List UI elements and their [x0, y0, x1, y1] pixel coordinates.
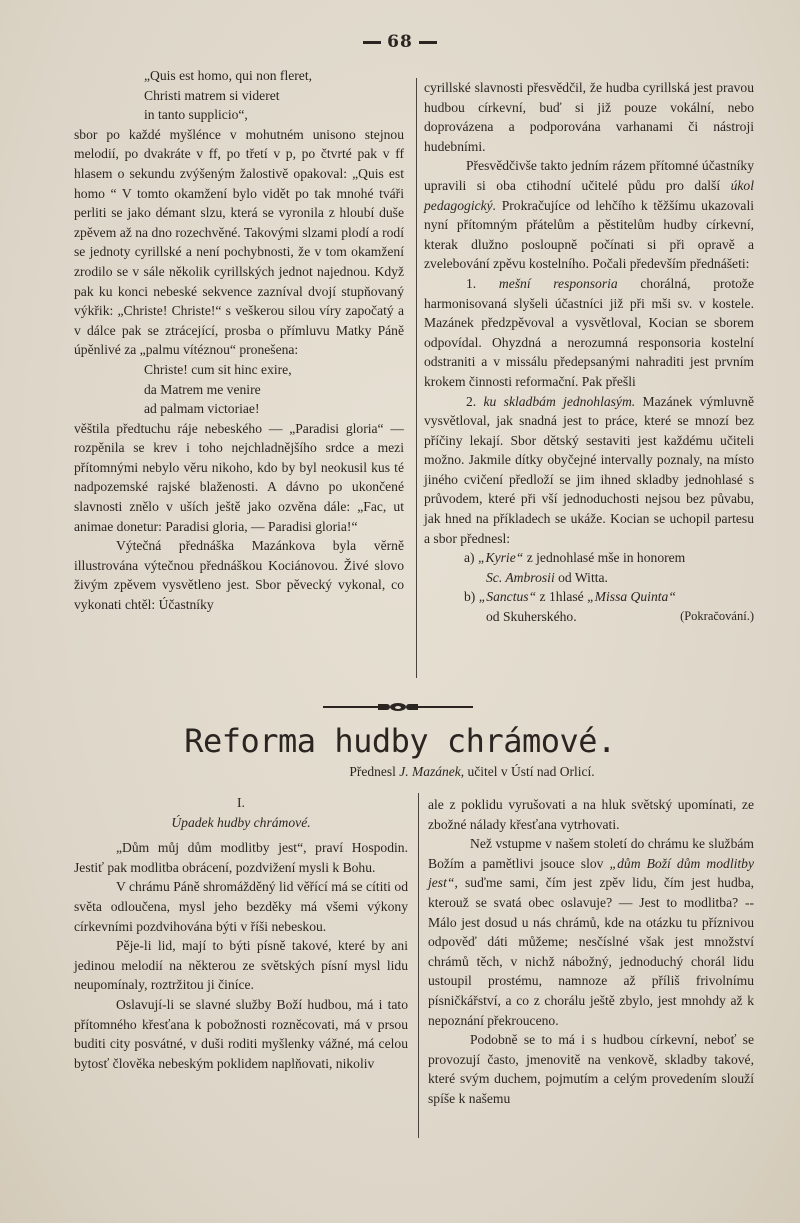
column-rule-bottom	[418, 793, 419, 1138]
separator-ornament	[390, 703, 406, 711]
verse-christe	[74, 360, 404, 419]
separator-wedge	[378, 704, 390, 710]
paragraph: věštila předtuchu ráje nebeského — „Paradisi gloria“ — rozpěnila se krev i toho nejchladnějšího srdce a mezi přítomnými nebylo věru nikoho, kdo by byl neokusil kus té nadpozemské rajské blaženosti. A dávno po ukončené slavnosti znělo v uších ještě jako ozvěna dále: „Fac, ut animae donetur: Paradisi gloria, — Paradisi gloria!“	[74, 420, 404, 534]
item-number: 2.	[466, 393, 477, 409]
article-title: Reforma hudby chrámové.	[184, 722, 616, 760]
verse-line: da Matrem me venire	[144, 381, 261, 397]
paragraph: „Dům můj dům modlitby jest“, praví Hospodin. Jestiť pak modlitba obrácení, pozdvižení mysli k Bohu.	[74, 840, 408, 875]
byline-prefix: Přednesl	[349, 764, 400, 779]
separator-line	[413, 706, 473, 708]
paragraph: cyrillské slavnosti přesvědčil, že hudba cyrillská jest pravou hudbou církevní, buď si již pouze vokální, nebo doprovázena a podporována varhanami či nástroji hudebními.	[424, 80, 754, 154]
emphasis: mešní responsoria	[498, 275, 618, 291]
sublist-item-a	[464, 548, 754, 568]
emphasis: „Sanctus“	[478, 589, 537, 605]
paragraph: Oslavují-li se slavné služby Boží hudbou, má i tato přítomného křesťana k pobožnosti rozněcovati, má v prsou buditi city posvátné, v duši roditi myšlenky vážné, má celou bytosť člověka nebeským poklidem naplňovati, nikoliv	[74, 996, 408, 1071]
verse-line: in tanto supplicio“,	[144, 107, 248, 123]
paragraph: sbor po každé myšlénce v mohutném unisono stejnou melodií, po dvakráte v ff, po třetí v p, po čtvrté pak v ff hlasem o sekundu zvýšeným žalostivě opakoval: „Quis est homo “ V tomto okamžení bylo vidět po tak mnohé tváři perliti se jako démant slzu, která se vyronila z hloubí duše zpěvem až na dno rozechvěné. Takovými slzami plodí a rodí se jednoty cyrillské a není pochybnosti, že v tom okamžení zrodilo se v sále několik cyrillských jednot najednou. Když pak ku konci nebeské sekvence zazníval dvojí stupňovaný výkřik: „Christe! Christe!“ s veškerou silou víry započatý a v dálce pak se ztrácející, prosba o přímluvu Matky Páně úpěnlivé za „palmu vítéznou“ pronešena:	[74, 126, 404, 358]
text: Než vstupme v našem století do chrámu ke službám Božím a pamětlivi jsouce slov	[428, 836, 754, 871]
byline-suffix: , učitel v Ústí nad Orlicí.	[460, 764, 595, 779]
text: od Skuherského.	[486, 609, 577, 625]
verse-line: ad palmam victoriae!	[144, 401, 260, 417]
section-title: Úpadek hudby chrámové.	[171, 814, 311, 830]
sublist-item-b-cont	[464, 607, 754, 627]
text: chorálná, protože harmonisovaná slyšeli účastníci již při mši sv. v kostele. Mazánek předzpěvoval a vysvětloval, Kocian se sborem odpovídal. Ohyzdná a nerozumná responsoria kostelní odstraniti a v missálu předepsanými nahraditi jest prvním krokem činnosti reformační. Pak přešli	[424, 275, 754, 389]
item-label: a)	[464, 550, 475, 566]
bottom-right-column	[428, 795, 754, 1109]
list-item-2	[424, 392, 754, 549]
dash-right	[419, 41, 437, 44]
text: Prokračujíce od lehčího k těžšímu ukazovali nyní přítomným přátelům a pěstitelům hudby církevní, kterak dlužno posloupně počínati si při opravě a zvelebování zpěvu kostelního. Počali především přednášeti:	[424, 197, 754, 272]
top-left-column	[74, 66, 404, 615]
verse-quis-est-homo	[74, 66, 404, 125]
emphasis: „dům Boží dům modlitby jest“	[428, 855, 754, 891]
text: Mazánek výmluvně vysvětloval, jak snadná jest to práce, které se mnozí bez příčiny lekají. Sbor dětský sestaviti jest každému učiteli možno. Jakmile dítky obyčejné intervally poznaly, na místo jiného cvičení předloží se jim ihned skladby jednohlasé s průvodem, které při vší jednoduchosti nejsou bez půvabu, jak hned na příkladech se ukáže. Kocian se uchopil partesu a sbor přednesl:	[424, 393, 754, 546]
byline-author: J. Mazánek	[399, 764, 461, 779]
dash-left	[363, 41, 381, 44]
continued-note: (Pokračování.)	[680, 609, 754, 624]
verse-line: Christe! cum sit hinc exire,	[144, 361, 292, 377]
text: Přesvědčivše takto jedním rázem přítomné účastníky upravili si oba ctihodní učitelé půdu pro další	[424, 158, 754, 193]
text: , suďme sami, čím jest zpěv lidu, čím jest hudba, kterouž se svatá obec oslavuje? — Jest to modlitba? -- Málo jest dosud u nás chrámů, kde na otázku tu příznivou odpověď dáti můžeme; nesčíslné však jest množství chrámů těch, v nichž nábožný, jednoduchý chorál lidu ustoupil prostému, namnoze až příliš frivolnímu písničkářství, a co z chorálu ještě zbylo, jest mnohdy až k nepoznání překrouceno.	[428, 875, 754, 1028]
page-number	[0, 32, 800, 52]
item-number: 1.	[466, 275, 477, 291]
section-number: I.	[237, 795, 245, 810]
page-number-text: 68	[387, 32, 413, 52]
sublist	[424, 548, 754, 626]
paragraph: Pěje-li lid, mají to býti písně takové, které by ani jedinou melodií na některou ze světských písní mysl lidu neupomínaly, roztržitou ji činíce.	[74, 938, 408, 993]
paragraph: Podobně se to má i s hudbou církevní, neboť se provozují často, jmenovitě na venkově, skladby takové, které svým duchem, pojmutím a celým provedením slouží spíše k našemu	[428, 1032, 754, 1106]
emphasis: Sc. Ambrosii	[486, 569, 555, 585]
emphasis: „Kyrie“	[477, 550, 524, 566]
column-rule-top	[416, 78, 417, 678]
article-byline	[232, 764, 712, 780]
ornamental-separator	[323, 703, 473, 711]
paragraph: ale z poklidu vyrušovati a na hluk světský upomínati, ze zbožné nálady křesťana vytrhovati.	[428, 797, 754, 832]
text: od Witta.	[554, 569, 608, 585]
verse-line: Christi matrem si videret	[144, 87, 280, 103]
sublist-item-b	[464, 587, 754, 607]
list-item-1	[424, 274, 754, 392]
bottom-left-column	[74, 793, 408, 1073]
paragraph: Výtečná přednáška Mazánkova byla věrně illustrována výtečnou přednáškou Kociánovou. Živé slovo živým zpěvem vysvětleno jest. Sbor pěvecký vykonal, co vykonati chtěl: Účastníky	[74, 538, 404, 613]
text: z 1hlasé	[536, 589, 588, 605]
top-right-column	[424, 78, 754, 627]
emphasis: ku skladbám jednohlasým.	[483, 393, 636, 409]
separator-line	[323, 706, 383, 708]
item-label: b)	[464, 589, 476, 605]
paragraph	[424, 156, 754, 274]
emphasis: „Missa Quinta“	[587, 589, 676, 605]
paragraph	[428, 834, 754, 1030]
text: z jednohlasé mše in honorem	[523, 550, 686, 566]
paragraph: V chrámu Páně shromážděný lid věřící má se cítiti od světa odloučena, mysl jeho bezděky má všemi výkony církevními pozdvihována býti v říši nebeskou.	[74, 879, 408, 934]
verse-line: „Quis est homo, qui non fleret,	[144, 68, 313, 83]
sublist-item-a-cont	[464, 568, 754, 588]
emphasis: úkol pedagogický.	[424, 177, 754, 213]
